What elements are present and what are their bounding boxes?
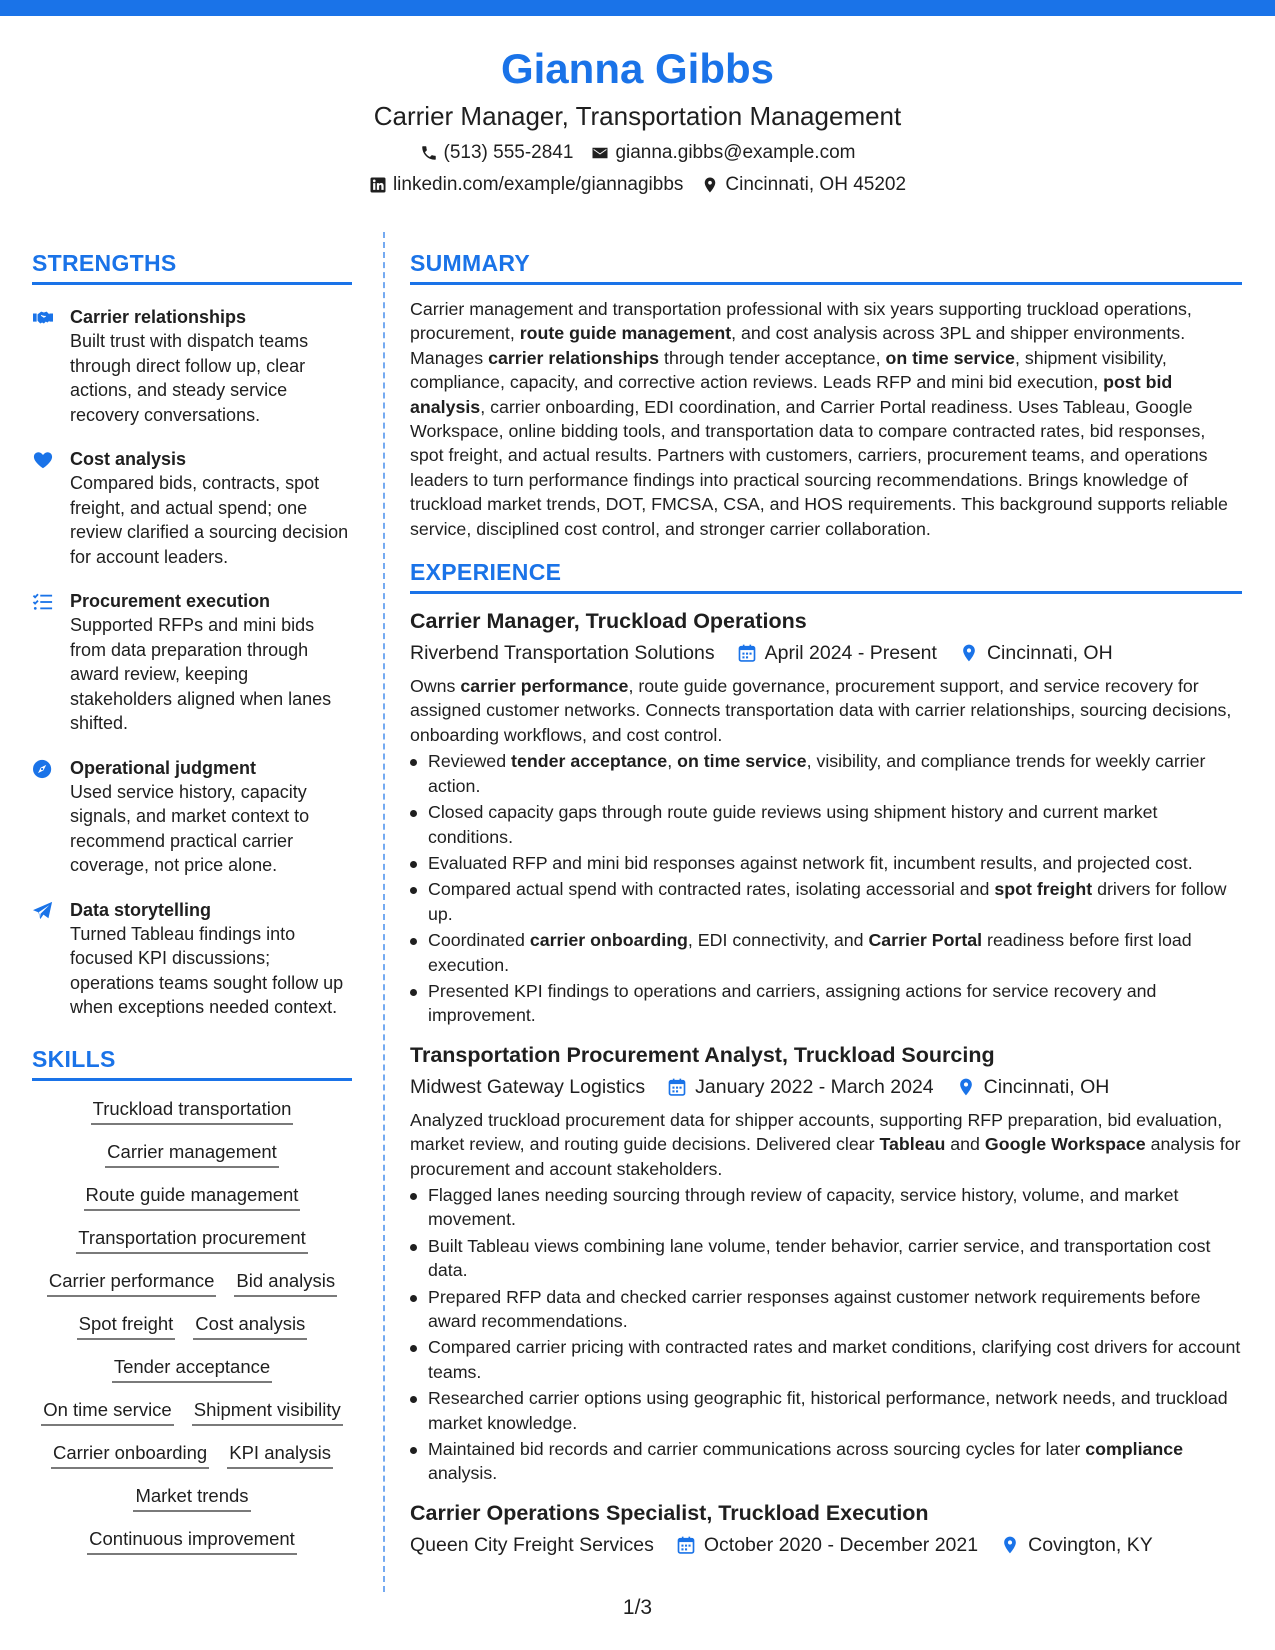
text-segment: , visibility, and compliance trends for weekly carrier action. xyxy=(428,751,1206,796)
bold-keyword: route guide management xyxy=(519,323,732,344)
strength-desc: Used service history, capacity signals, and market context to recommend practical carrier coverage, not price alone. xyxy=(70,781,310,875)
bold-keyword: carrier relationships xyxy=(488,347,660,368)
skill-row xyxy=(32,1269,352,1297)
skill-tag: Market trends xyxy=(133,1484,250,1512)
column-divider xyxy=(383,232,385,1592)
text-segment: Owns xyxy=(410,676,461,697)
text-segment: , and cost analysis across 3PL and shipper environments. Manages xyxy=(410,323,1186,368)
map-pin-icon xyxy=(959,643,979,663)
job-dates: October 2020 - December 2021 xyxy=(703,1533,979,1556)
strength-desc: Supported RFPs and mini bids from data preparation through award review, keeping stakeholders aligned when lanes shifted. xyxy=(70,615,332,733)
strengths-heading: STRENGTHS xyxy=(32,248,352,285)
bullet-item xyxy=(410,877,1242,926)
job-meta xyxy=(410,1072,1242,1102)
bullet-item xyxy=(410,749,1242,798)
bold-keyword: Tableau xyxy=(879,1134,946,1155)
strength-item xyxy=(32,756,352,878)
linkedin-text: linkedin.com/example/giannagibbs xyxy=(392,174,684,195)
job-entry xyxy=(410,1040,1242,1486)
job-description xyxy=(410,1108,1242,1181)
text-segment: Researched carrier options using geographic fit, historical performance, network needs, and truckload market knowledge. xyxy=(428,1388,1228,1433)
strength-item xyxy=(32,447,352,569)
candidate-title: Carrier Manager, Transportation Management xyxy=(373,101,902,131)
skill-row xyxy=(32,1140,352,1168)
skills-list xyxy=(32,1097,352,1555)
text-segment: , xyxy=(667,751,678,772)
skill-tag: Carrier onboarding xyxy=(51,1441,209,1469)
skills-heading: SKILLS xyxy=(32,1044,352,1081)
bold-keyword: carrier onboarding xyxy=(529,930,688,951)
phone-contact[interactable] xyxy=(420,140,574,166)
bold-keyword: on time service xyxy=(677,751,807,772)
company-name: Queen City Freight Services xyxy=(410,1533,654,1556)
job-location: Covington, KY xyxy=(1028,1533,1153,1556)
strength-title: Operational judgment xyxy=(70,757,257,778)
bold-keyword: spot freight xyxy=(994,879,1093,900)
right-column xyxy=(410,248,1242,1560)
strength-title: Carrier relationships xyxy=(70,307,247,327)
skill-tag: Carrier performance xyxy=(47,1269,217,1297)
text-segment: Compared actual spend with contracted rates, isolating accessorial and xyxy=(428,879,995,900)
skill-tag: Spot freight xyxy=(77,1312,176,1340)
experience-heading: EXPERIENCE xyxy=(410,557,1242,594)
bold-keyword: compliance xyxy=(1085,1439,1184,1460)
skill-tag: Route guide management xyxy=(84,1183,301,1211)
calendar-icon xyxy=(737,643,757,663)
skill-row xyxy=(32,1398,352,1426)
bullet-item xyxy=(410,1437,1242,1486)
text-segment: Presented KPI findings to operations and carriers, assigning actions for service recovery and improvement. xyxy=(428,980,1157,1026)
skill-row xyxy=(32,1441,352,1469)
envelope-icon xyxy=(591,144,609,162)
location-contact xyxy=(701,172,906,198)
skill-tag: Bid analysis xyxy=(234,1269,337,1297)
map-pin-icon xyxy=(956,1077,976,1097)
contact-line-1 xyxy=(0,140,1275,166)
skill-row xyxy=(32,1527,352,1555)
job-bullets xyxy=(410,749,1242,1027)
job-title: Carrier Operations Specialist, Truckload Execution xyxy=(410,1500,929,1525)
location-text: Cincinnati, OH 45202 xyxy=(725,174,907,195)
skill-tag: Continuous improvement xyxy=(87,1527,297,1555)
text-segment: Prepared RFP data and checked carrier responses against customer network requirements before award recommendations. xyxy=(428,1286,1201,1331)
map-pin-icon xyxy=(1000,1535,1020,1555)
bold-keyword: Carrier Portal xyxy=(868,930,983,951)
text-segment: drivers for follow up. xyxy=(428,879,1227,924)
compass-icon xyxy=(32,759,54,779)
skill-tag: KPI analysis xyxy=(227,1441,333,1469)
candidate-name: Gianna Gibbs xyxy=(500,45,775,92)
bullet-item xyxy=(410,851,1242,875)
strength-desc: Turned Tableau findings into focused KPI discussions; operations teams sought follow up when exceptions needed context. xyxy=(70,923,344,1017)
jobs-list xyxy=(410,606,1242,1560)
text-segment: Compared carrier pricing with contracted rates and market conditions, clarifying cost drivers for account teams. xyxy=(428,1337,1241,1382)
text-segment: , shipment visibility, compliance, capacity, and corrective action reviews. Leads RFP and mini bid execution, xyxy=(410,347,1167,393)
skill-tag: Shipment visibility xyxy=(192,1398,343,1426)
text-segment: Closed capacity gaps through route guide reviews using shipment history and current market conditions. xyxy=(428,802,1158,847)
job-bullets xyxy=(410,1183,1242,1486)
text-segment: Evaluated RFP and mini bid responses against network fit, incumbent results, and projected cost. xyxy=(428,852,1193,873)
text-segment: Flagged lanes needing sourcing through review of capacity, service history, volume, and market movement. xyxy=(428,1184,1179,1230)
bullet-item xyxy=(410,1335,1242,1384)
checklist-icon xyxy=(32,592,54,612)
text-segment: Coordinated xyxy=(428,930,530,951)
bullet-item xyxy=(410,1234,1242,1283)
strength-title: Data storytelling xyxy=(70,899,212,920)
phone-icon xyxy=(420,144,438,162)
contact-line-2 xyxy=(0,172,1275,198)
strength-title: Cost analysis xyxy=(70,449,187,469)
text-segment: analysis. xyxy=(428,1463,498,1484)
left-column xyxy=(32,248,352,1570)
summary-text xyxy=(410,297,1242,541)
skill-row xyxy=(32,1484,352,1512)
job-entry xyxy=(410,1498,1242,1560)
linkedin-contact[interactable] xyxy=(369,172,683,198)
bullet-item xyxy=(410,1386,1242,1435)
skill-tag: On time service xyxy=(41,1398,174,1426)
text-segment: Built Tableau views combining lane volume, tender behavior, carrier service, and transportation cost data. xyxy=(428,1235,1211,1281)
strength-desc: Built trust with dispatch teams through direct follow up, clear actions, and steady service recovery conversations. xyxy=(70,331,309,425)
email-text: gianna.gibbs@example.com xyxy=(615,142,856,163)
skill-tag: Truckload transportation xyxy=(91,1097,294,1125)
text-segment: , route guide governance, procurement support, and service recovery for assigned customer networks. Connects transportation data with carrier relationships, sourcing decisions, onboarding workflows, and cost control. xyxy=(410,676,1232,745)
skill-tag: Cost analysis xyxy=(193,1312,307,1340)
job-description xyxy=(410,674,1242,747)
job-title: Carrier Manager, Truckload Operations xyxy=(410,609,807,634)
strength-item xyxy=(32,589,352,736)
company-name: Midwest Gateway Logistics xyxy=(410,1075,646,1098)
experience-section xyxy=(410,557,1242,1560)
page-number: 1/3 xyxy=(622,1596,653,1619)
handshake-icon xyxy=(32,308,54,328)
skill-row xyxy=(32,1226,352,1254)
job-title: Transportation Procurement Analyst, Truckload Sourcing xyxy=(410,1042,995,1067)
company-name: Riverbend Transportation Solutions xyxy=(410,642,715,665)
map-pin-icon xyxy=(701,176,719,194)
calendar-icon xyxy=(667,1077,687,1097)
skill-row xyxy=(32,1183,352,1211)
calendar-icon xyxy=(676,1535,696,1555)
strength-item xyxy=(32,305,352,427)
top-accent-bar xyxy=(0,0,1275,16)
text-segment: Analyzed truckload procurement data for shipper accounts, supporting RFP preparation, bid evaluation, market review, and routing guide decisions. Delivered clear xyxy=(410,1109,1223,1155)
bullet-item xyxy=(410,1285,1242,1334)
job-entry xyxy=(410,606,1242,1028)
resume-header xyxy=(0,40,1275,198)
text-segment: and xyxy=(945,1134,985,1155)
phone-text: (513) 555-2841 xyxy=(443,142,574,163)
text-segment: readiness before first load execution. xyxy=(428,930,1192,975)
bullet-item xyxy=(410,979,1242,1028)
job-location: Cincinnati, OH xyxy=(983,1075,1110,1098)
skill-tag: Carrier management xyxy=(105,1140,279,1168)
bullet-item xyxy=(410,1183,1242,1232)
text-segment: Reviewed xyxy=(428,751,512,772)
skill-row xyxy=(32,1355,352,1383)
summary-heading: SUMMARY xyxy=(410,248,1242,285)
bold-keyword: Google Workspace xyxy=(984,1134,1146,1155)
text-segment: , carrier onboarding, EDI coordination, and Carrier Portal readiness. Uses Tableau, Google Workspace, online bidding tools, and transportation data to compare contracted rates, bid responses, spot freight, and actual results. Partners with customers, carriers, procurement teams, and operations leaders to turn performance findings into practical sourcing recommendations. Brings knowledge of truckload market trends, DOT, FMCSA, CSA, and HOS requirements. This background supports reliable service, disciplined cost control, and stronger carrier collaboration. xyxy=(410,396,1228,539)
paper-plane-icon xyxy=(32,901,54,921)
bold-keyword: tender acceptance xyxy=(511,751,668,772)
text-segment: , EDI connectivity, and xyxy=(687,930,869,951)
strength-desc: Compared bids, contracts, spot freight, and actual spend; one review clarified a sourcing decision for account leaders. xyxy=(70,473,349,567)
heart-icon xyxy=(32,450,54,470)
skill-tag: Tender acceptance xyxy=(112,1355,272,1383)
job-meta xyxy=(410,638,1242,668)
bold-keyword: carrier performance xyxy=(460,676,629,697)
job-dates: January 2022 - March 2024 xyxy=(695,1075,934,1098)
job-meta xyxy=(410,1530,1242,1560)
strength-title: Procurement execution xyxy=(70,591,271,611)
bold-keyword: post bid analysis xyxy=(410,372,1173,417)
text-segment: analysis for procurement and account stakeholders. xyxy=(410,1134,1241,1179)
skill-row xyxy=(32,1097,352,1125)
email-contact[interactable] xyxy=(591,140,855,166)
job-location: Cincinnati, OH xyxy=(986,642,1113,665)
text-segment: Carrier management and transportation professional with six years supporting truckload operations, procurement, xyxy=(410,299,1192,344)
text-segment: Maintained bid records and carrier communications across sourcing cycles for later xyxy=(428,1439,1086,1460)
strength-item xyxy=(32,898,352,1020)
text-segment: through tender acceptance, xyxy=(659,347,886,368)
bullet-item xyxy=(410,928,1242,977)
skill-tag: Transportation procurement xyxy=(76,1226,308,1254)
bold-keyword: on time service xyxy=(885,347,1015,368)
bullet-item xyxy=(410,800,1242,849)
linkedin-icon xyxy=(369,176,387,194)
skill-row xyxy=(32,1312,352,1340)
job-dates: April 2024 - Present xyxy=(764,642,937,665)
